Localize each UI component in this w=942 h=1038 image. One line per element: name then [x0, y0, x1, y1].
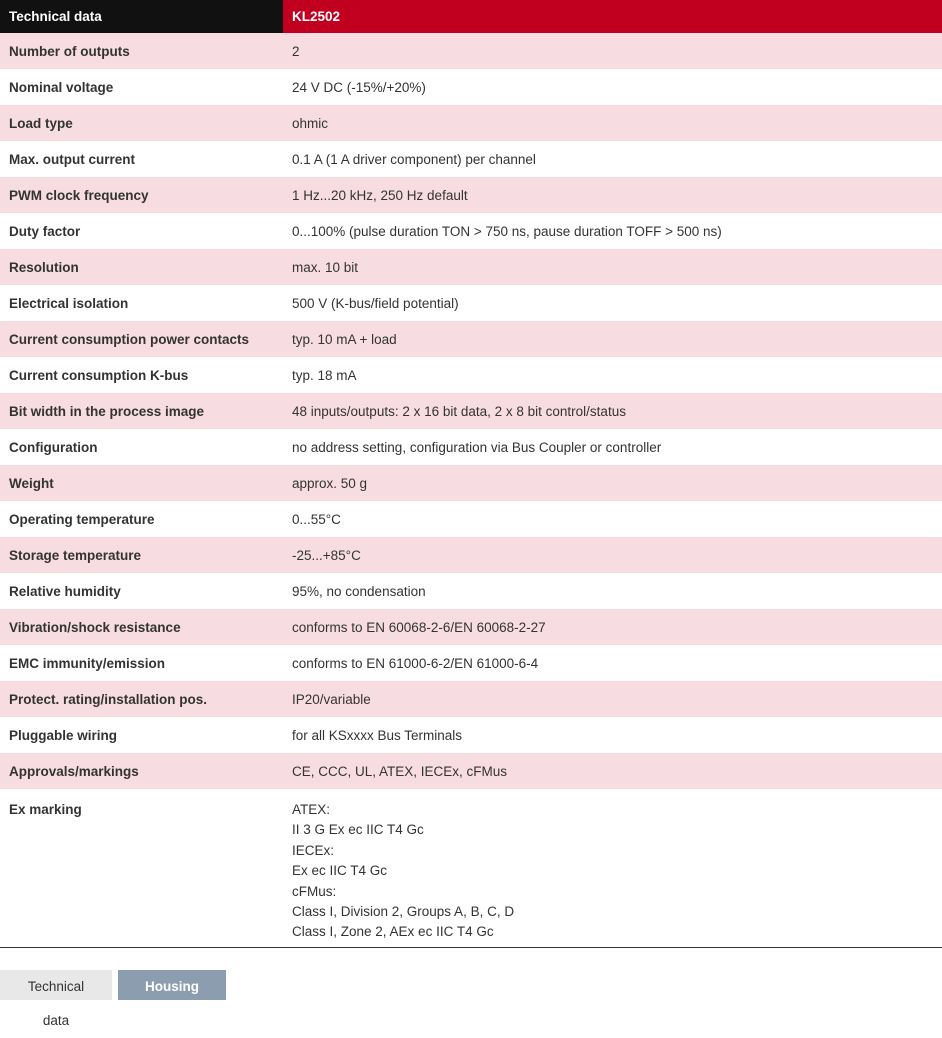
tab-technical-data[interactable]: Technical data	[0, 970, 112, 1000]
ex-marking-row	[0, 789, 942, 947]
row-value: conforms to EN 60068-2-6/EN 60068-2-27	[292, 619, 546, 635]
table-row	[0, 357, 942, 393]
table-row	[0, 717, 942, 753]
data-tabs	[0, 970, 226, 1028]
row-value: 48 inputs/outputs: 2 x 16 bit data, 2 x 8 bit control/status	[292, 403, 626, 419]
table-row	[0, 321, 942, 357]
ex-marking-line: IECEx:	[292, 842, 335, 858]
row-label: Weight	[9, 475, 54, 491]
row-value: 2	[292, 43, 300, 59]
row-value: 0...100% (pulse duration TON > 750 ns, pause duration TOFF > 500 ns)	[292, 223, 722, 239]
ex-marking-line: Class I, Division 2, Groups A, B, C, D	[292, 904, 515, 920]
row-value: for all KSxxxx Bus Terminals	[292, 727, 463, 743]
table-row	[0, 33, 942, 69]
row-value: approx. 50 g	[292, 475, 368, 491]
ex-marking-line: Ex ec IIC T4 Gc	[292, 863, 388, 879]
table-row	[0, 681, 942, 717]
table-row	[0, 429, 942, 465]
row-value: 500 V (K-bus/field potential)	[292, 295, 459, 311]
table-row	[0, 645, 942, 681]
row-label: Storage temperature	[9, 547, 142, 563]
row-value: -25...+85°C	[292, 547, 361, 563]
row-label: Electrical isolation	[9, 295, 129, 311]
table-row	[0, 501, 942, 537]
row-label: Bit width in the process image	[9, 403, 205, 419]
row-label: Number of outputs	[9, 43, 130, 59]
row-label: Nominal voltage	[9, 79, 114, 95]
header-technical-data: Technical data	[0, 0, 283, 33]
table-row	[0, 105, 942, 141]
table-row	[0, 465, 942, 501]
row-value: 95%, no condensation	[292, 583, 426, 599]
table-row	[0, 141, 942, 177]
table-row	[0, 537, 942, 573]
row-label: Protect. rating/installation pos.	[9, 691, 208, 707]
table-row	[0, 177, 942, 213]
row-value: 1 Hz...20 kHz, 250 Hz default	[292, 187, 468, 203]
row-label: Pluggable wiring	[9, 727, 118, 743]
table-row	[0, 213, 942, 249]
row-label: Approvals/markings	[9, 763, 139, 779]
row-label: Relative humidity	[9, 583, 121, 599]
ex-marking-line: ATEX:	[292, 802, 331, 817]
ex-marking-line: Class I, Zone 2, AEx ec IIC T4 Gc	[292, 924, 494, 940]
ex-marking-line: II 3 G Ex ec IIC T4 Gc	[292, 822, 424, 838]
row-label: PWM clock frequency	[9, 187, 149, 203]
table-row	[0, 249, 942, 285]
row-value: 24 V DC (-15%/+20%)	[292, 79, 426, 95]
row-value: 0.1 A (1 A driver component) per channel	[292, 151, 536, 167]
ex-marking-label: Ex marking	[9, 802, 82, 817]
row-label: EMC immunity/emission	[9, 655, 166, 671]
row-value: typ. 10 mA + load	[292, 331, 397, 347]
table-row	[0, 69, 942, 105]
row-value: ohmic	[292, 115, 329, 131]
ex-marking-value	[283, 789, 942, 947]
row-value: IP20/variable	[292, 691, 371, 707]
row-label: Max. output current	[9, 151, 136, 167]
table-row	[0, 753, 942, 789]
row-label: Duty factor	[9, 223, 81, 239]
table-bottom-divider	[0, 947, 942, 948]
row-label: Current consumption K-bus	[9, 367, 189, 383]
table-row	[0, 609, 942, 645]
table-header-row	[0, 0, 942, 33]
row-label: Load type	[9, 115, 73, 131]
row-label: Vibration/shock resistance	[9, 619, 181, 635]
row-value: conforms to EN 61000-6-2/EN 61000-6-4	[292, 655, 539, 671]
row-label: Configuration	[9, 439, 98, 455]
row-value: 0...55°C	[292, 511, 341, 527]
table-row	[0, 573, 942, 609]
table-body	[0, 33, 942, 947]
row-label: Operating temperature	[9, 511, 155, 527]
row-value: CE, CCC, UL, ATEX, IECEx, cFMus	[292, 763, 508, 779]
row-label: Resolution	[9, 259, 79, 275]
row-value: no address setting, configuration via Bus Coupler or controller	[292, 439, 662, 455]
header-product-name: KL2502	[283, 0, 942, 33]
table-row	[0, 393, 942, 429]
tab-housing-data[interactable]: Housing data	[118, 970, 226, 1000]
row-label: Current consumption power contacts	[9, 331, 250, 347]
row-value: max. 10 bit	[292, 259, 359, 275]
ex-marking-line: cFMus:	[292, 883, 337, 899]
row-value: typ. 18 mA	[292, 367, 357, 383]
table-row	[0, 285, 942, 321]
